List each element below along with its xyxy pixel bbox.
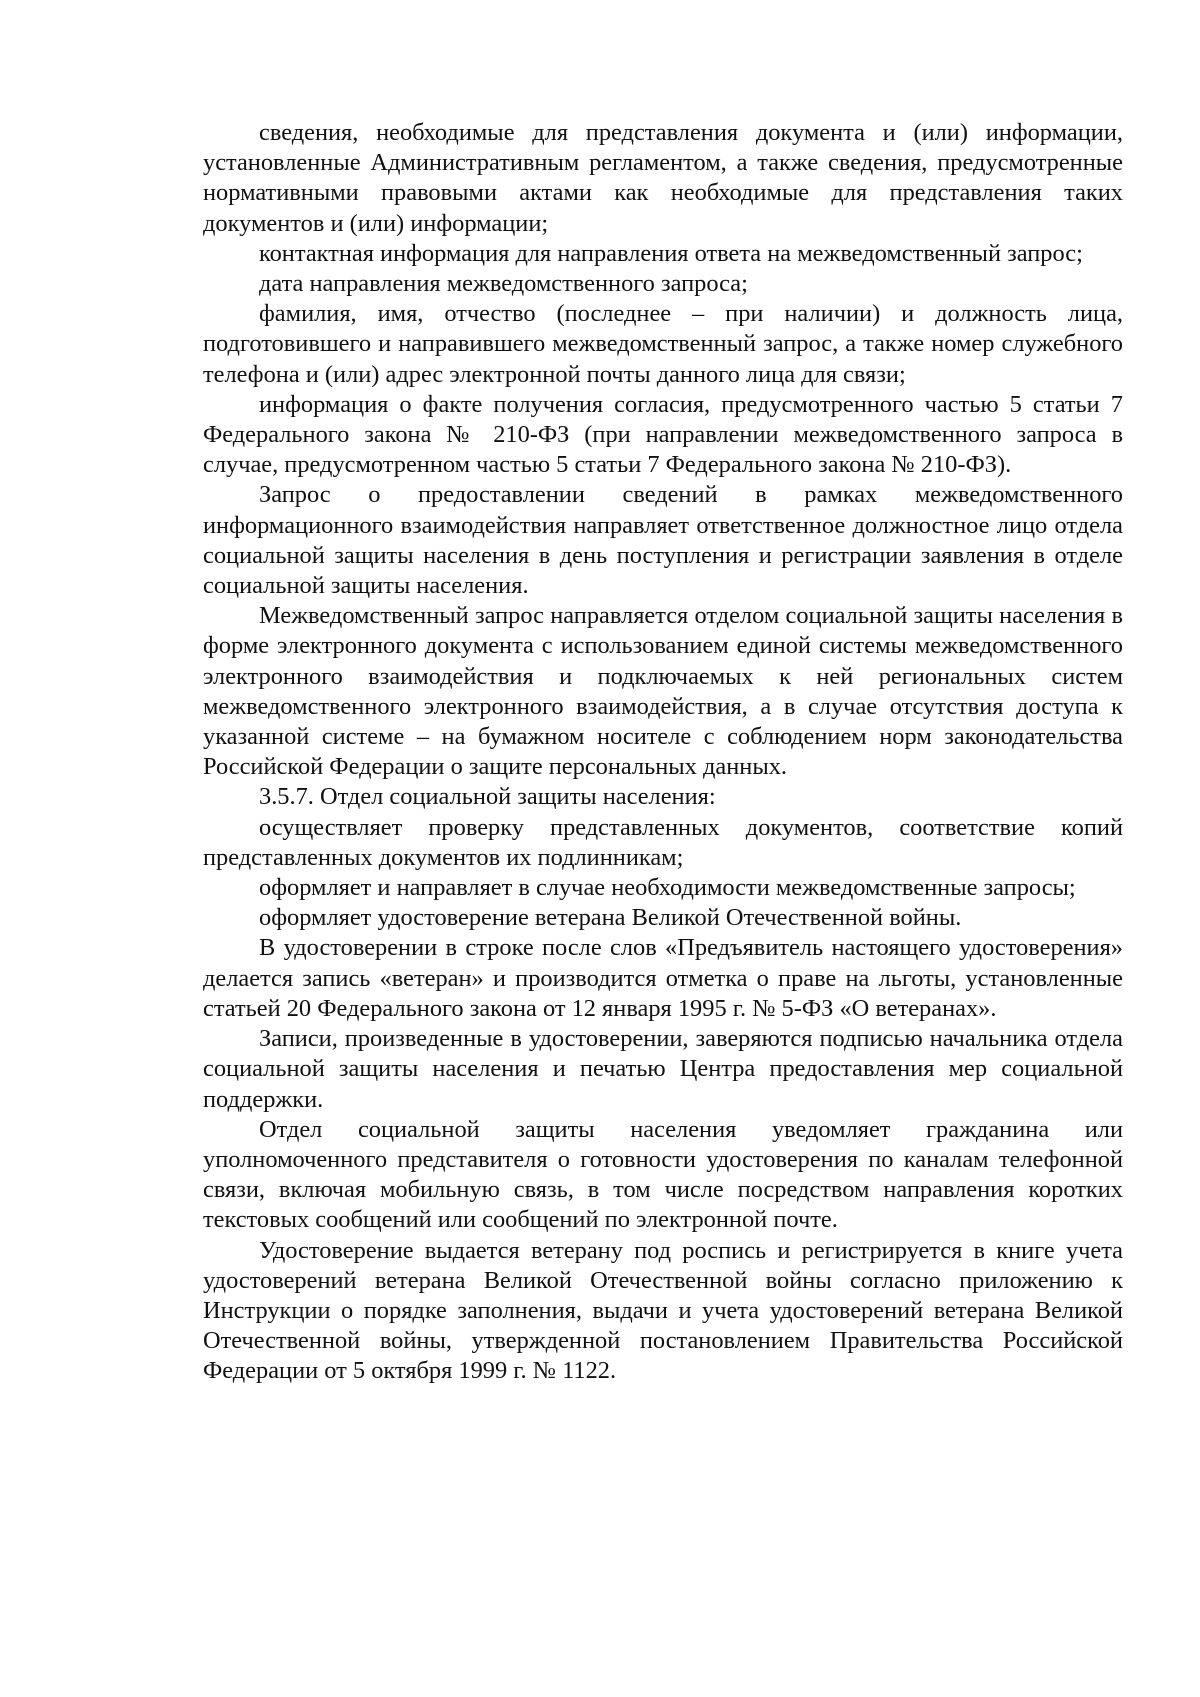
paragraph-consent-info: информация о факте получения согласия, предусмотренного частью 5 статьи 7 Федерального закона № 210-ФЗ (при направлении межведомственного запроса в случае, предусмотренном частью 5 статьи 7 Федерального закона № 210-ФЗ).: [203, 390, 1123, 479]
paragraph-certification: Записи, произведенные в удостоверении, заверяются подписью начальника отдела социальной защиты населения и печатью Центра предоставления мер социальной поддержки.: [203, 1025, 1123, 1113]
paragraph-certificate-record: В удостоверении в строке после слов «Предъявитель настоящего удостоверения» делается запись «ветеран» и производится отметка о праве на льготы, установленные статьей 20 Федерального закона от 12 января 1995 г. № 5-ФЗ «О ветеранах».: [203, 934, 1123, 1022]
paragraph-document-check: осуществляет проверку представленных документов, соответствие копий представленных документов их подлинникам;: [203, 813, 1123, 871]
paragraph-request-date: дата направления межведомственного запроса;: [259, 270, 748, 298]
paragraph-request-sender: Запрос о предоставлении сведений в рамках межведомственного информационного взаимодействия направляет ответственное должностное лицо отдела социальной защиты населения в день поступления и регистрации заявления в отделе социальной защиты населения.: [203, 481, 1123, 600]
paragraph-request-form: Межведомственный запрос направляется отделом социальной защиты населения в форме электронного документа с использованием единой системы межведомственного электронного взаимодействия и подключаемых к ней региональных систем межведомственного электронного взаимодействия, а в случае отсутствия доступа к указанной системе – на бумажном носителе с соблюдением норм законодательства Российской Федерации о защите персональных данных.: [203, 602, 1123, 781]
paragraph-section-heading: 3.5.7. Отдел социальной защиты населения:: [259, 783, 716, 811]
paragraph-issuance: Удостоверение выдается ветерану под роспись и регистрируется в книге учета удостоверений ветерана Великой Отечественной войны согласно приложению к Инструкции о порядке заполнения, выдачи и учета удостоверений ветерана Великой Отечественной войны, утвержденной постановлением Правительства Российской Федерации от 5 октября 1999 г. № 1122.: [203, 1236, 1123, 1385]
paragraph-required-info: сведения, необходимые для представления документа и (или) информации, установленные Административным регламентом, а также сведения, предусмотренные нормативными правовыми актами как необходимые для представления таких документов и (или) информации;: [203, 119, 1123, 237]
document-body: [203, 118, 1123, 1387]
paragraph-notification: Отдел социальной защиты населения уведомляет гражданина или уполномоченного представителя о готовности удостоверения по каналам телефонной связи, включая мобильную связь, в том числе посредством направления коротких текстовых сообщений или сообщений по электронной почте.: [203, 1115, 1123, 1234]
paragraph-responsible-person: фамилия, имя, отчество (последнее – при наличии) и должность лица, подготовившего и направившего межведомственный запрос, а также номер служебного телефона и (или) адрес электронной почты данного лица для связи;: [203, 300, 1123, 388]
paragraph-send-requests: оформляет и направляет в случае необходимости межведомственные запросы;: [259, 874, 1076, 902]
paragraph-issue-certificate: оформляет удостоверение ветерана Великой Отечественной войны.: [259, 904, 962, 932]
paragraph-contact-info: контактная информация для направления ответа на межведомственный запрос;: [259, 239, 1083, 267]
